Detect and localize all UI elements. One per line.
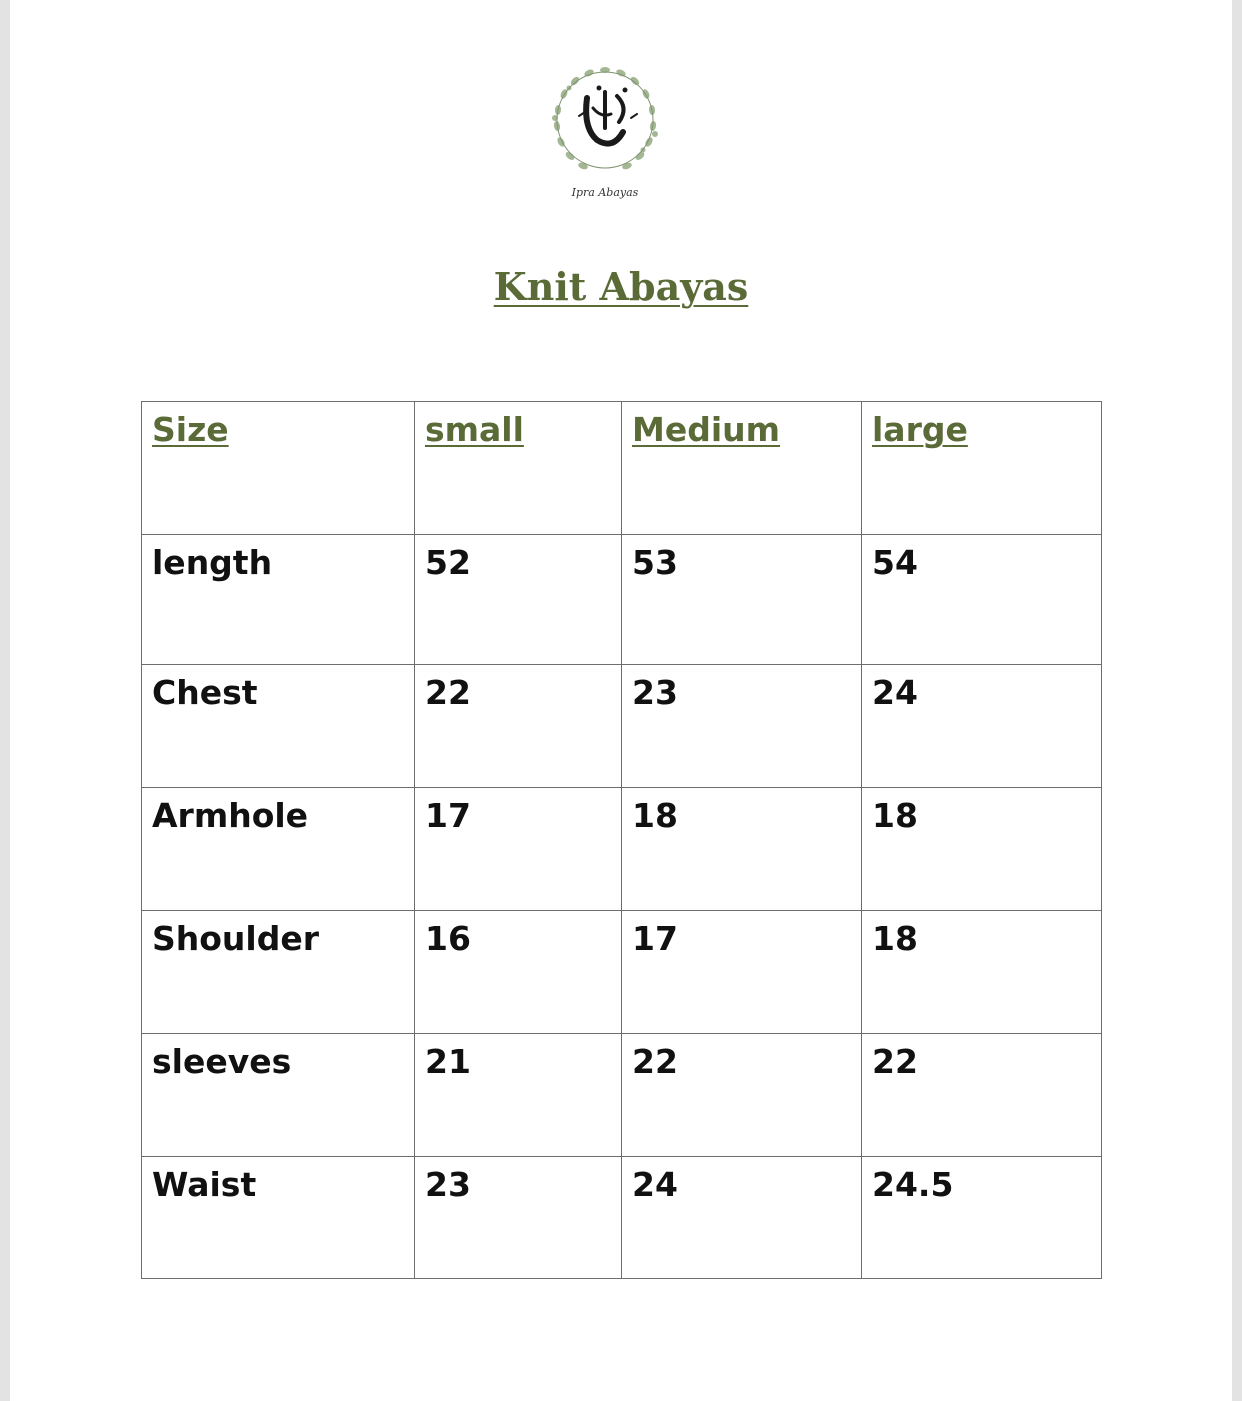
table-cell: 54 (862, 535, 1102, 665)
table-cell: 23 (415, 1157, 622, 1279)
brand-logo (539, 58, 671, 206)
header-cell-small: small (415, 402, 622, 535)
row-label: Shoulder (142, 911, 415, 1034)
row-label: Armhole (142, 788, 415, 911)
table-cell: 21 (415, 1034, 622, 1157)
table-cell: 23 (622, 665, 862, 788)
table-cell: 22 (415, 665, 622, 788)
table-row (142, 1034, 1102, 1157)
header-cell-size: Size (142, 402, 415, 535)
table-cell: 22 (622, 1034, 862, 1157)
header-cell-large: large (862, 402, 1102, 535)
table-cell: 52 (415, 535, 622, 665)
table-row (142, 1157, 1102, 1279)
row-label: Waist (142, 1157, 415, 1279)
row-label: length (142, 535, 415, 665)
table-cell: 17 (415, 788, 622, 911)
table-row (142, 535, 1102, 665)
table-cell: 16 (415, 911, 622, 1034)
document-page (10, 0, 1232, 1401)
table-cell: 24 (622, 1157, 862, 1279)
row-label: sleeves (142, 1034, 415, 1157)
svg-text:Ipra Abayas: Ipra Abayas (571, 186, 639, 199)
table-cell: 24.5 (862, 1157, 1102, 1279)
table-header-row (142, 402, 1102, 535)
table-row (142, 911, 1102, 1034)
table-cell: 18 (622, 788, 862, 911)
table-cell: 17 (622, 911, 862, 1034)
page-title: Knit Abayas (493, 264, 749, 309)
header-cell-medium: Medium (622, 402, 862, 535)
table-cell: 18 (862, 788, 1102, 911)
table-row (142, 788, 1102, 911)
wreath-logo-icon (539, 58, 671, 206)
row-label: Chest (142, 665, 415, 788)
table-cell: 18 (862, 911, 1102, 1034)
table-cell: 53 (622, 535, 862, 665)
table-cell: 22 (862, 1034, 1102, 1157)
size-chart-table (141, 401, 1102, 1279)
table-row (142, 665, 1102, 788)
table-cell: 24 (862, 665, 1102, 788)
